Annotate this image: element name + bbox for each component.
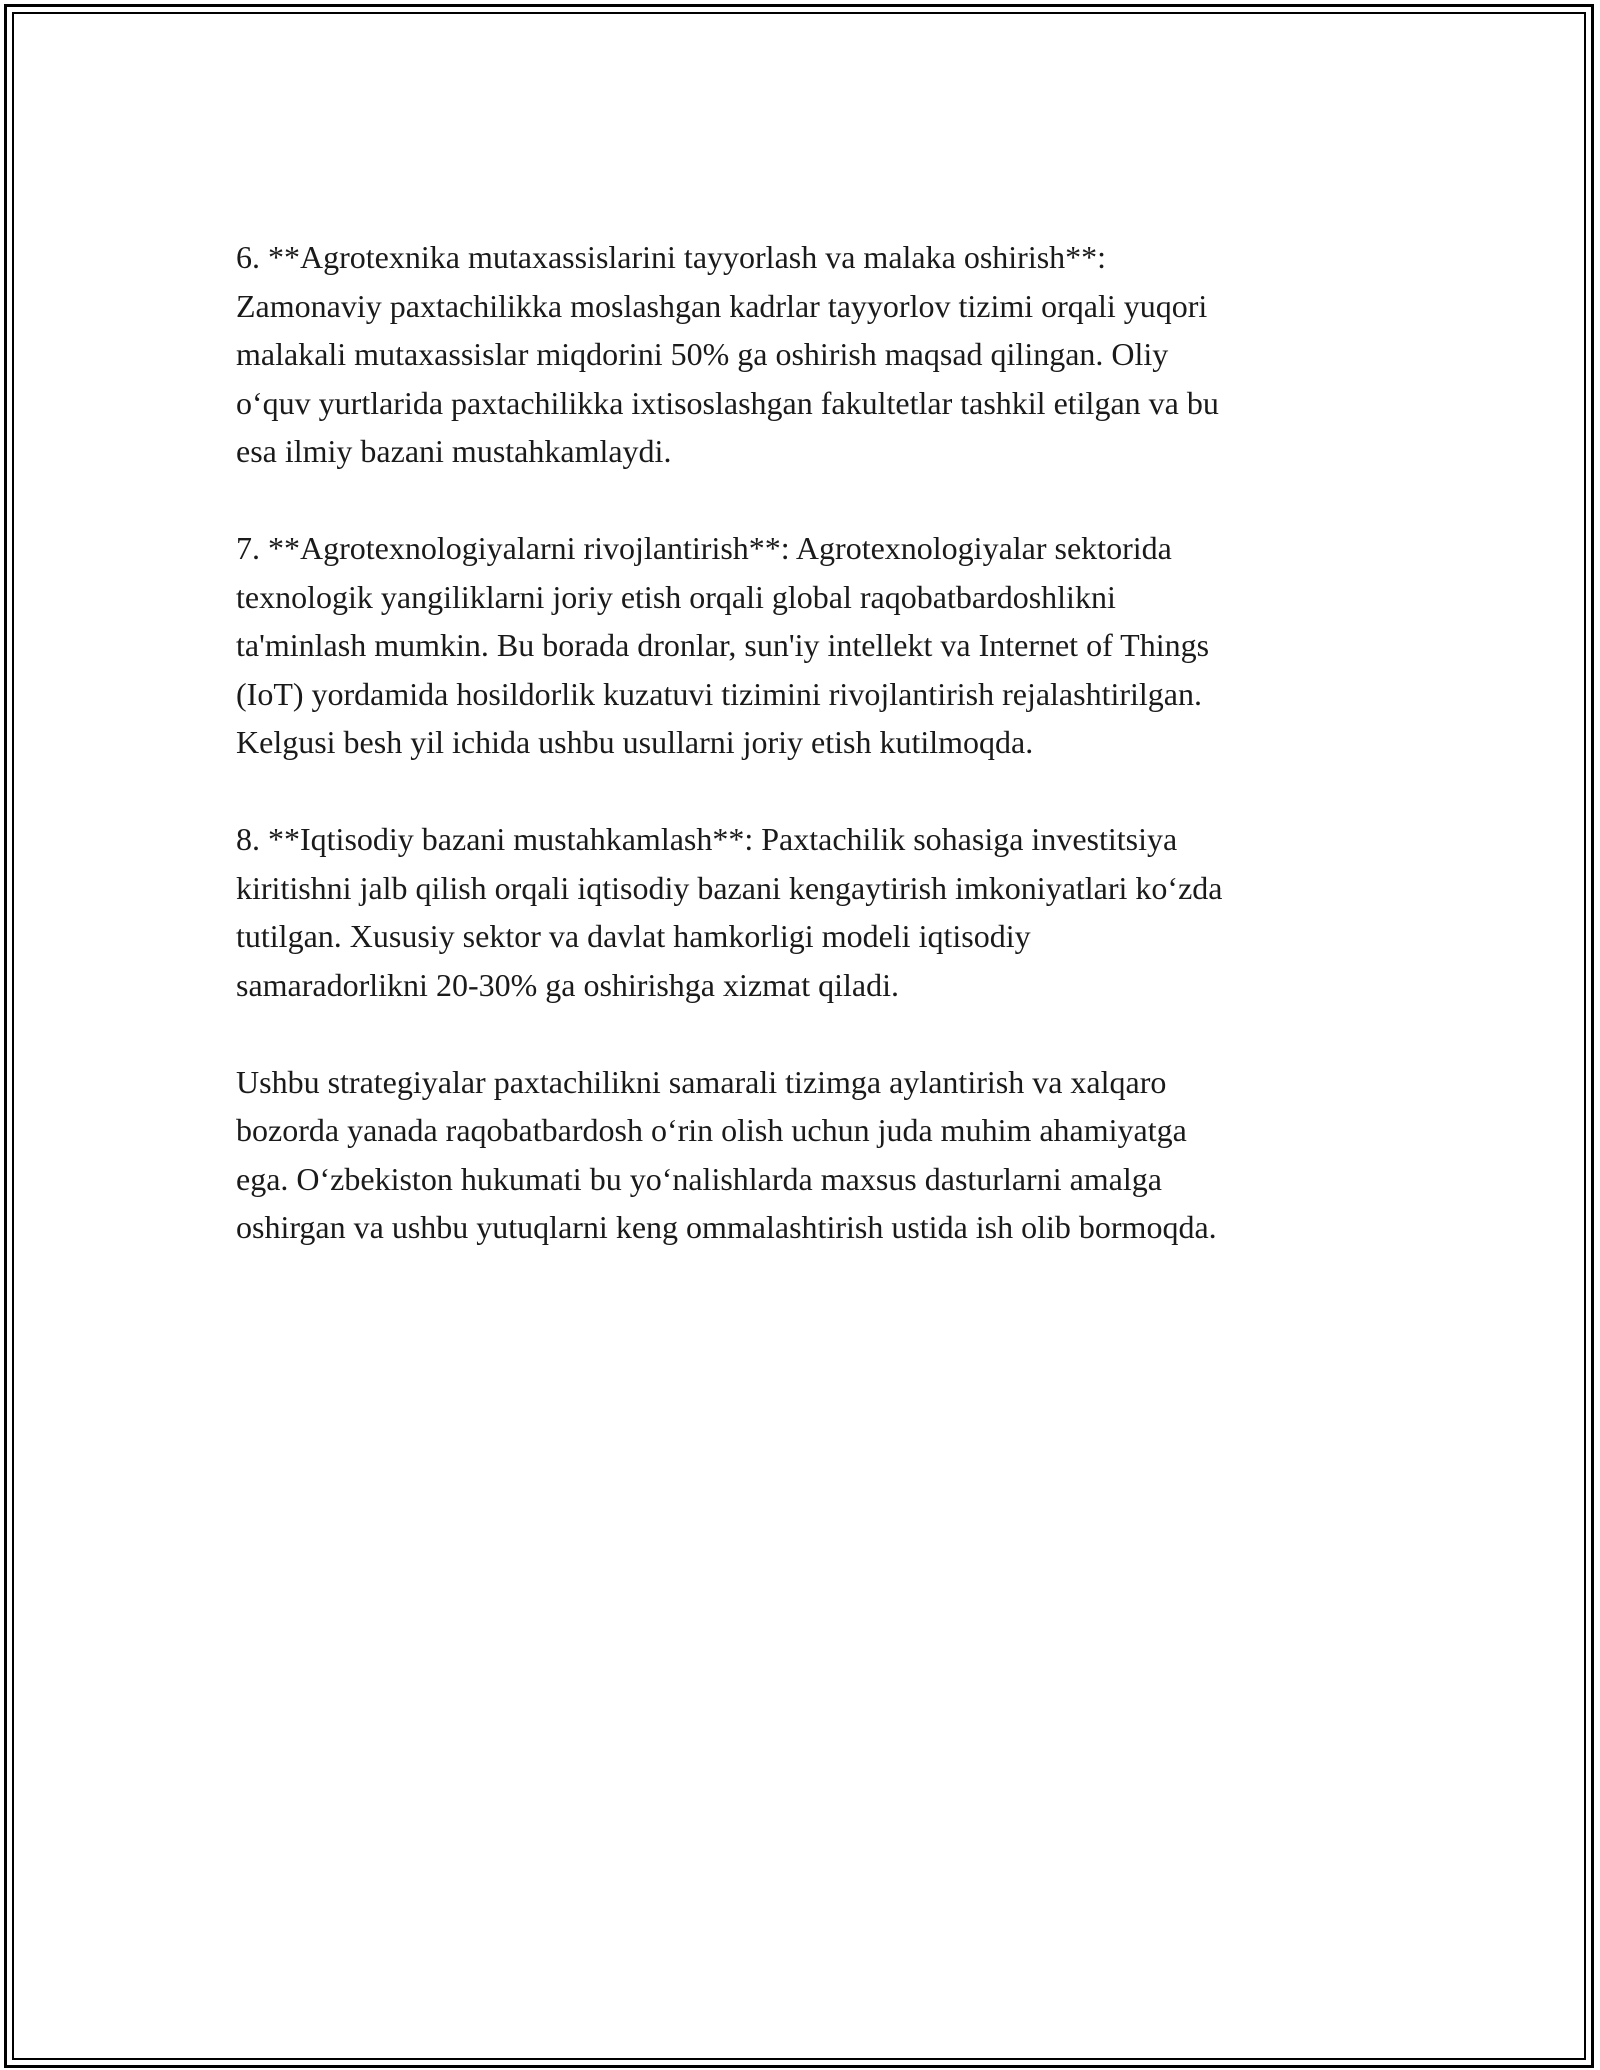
text-line: malakali mutaxassislar miqdorini 50% ga oshirish maqsad qilingan. Oliy (236, 336, 1169, 372)
text-line: oshirgan va ushbu yutuqlarni keng ommalashtirish ustida ish olib bormoqda. (236, 1209, 1217, 1245)
text-line: bozorda yanada raqobatbardosh o‘rin olish uchun juda muhim ahamiyatga (236, 1112, 1187, 1148)
text-line: kiritishni jalb qilish orqali iqtisodiy bazani kengaytirish imkoniyatlari ko‘zda (236, 869, 1223, 906)
text-line: Kelgusi besh yil ichida ushbu usullarni joriy etish kutilmoqda. (236, 724, 1034, 760)
text-line: ta'minlash mumkin. Bu borada dronlar, sun'iy intellekt va Internet of Things (236, 627, 1210, 663)
text-line: Ushbu strategiyalar paxtachilikni samarali tizimga aylantirish va xalqaro (236, 1063, 1167, 1100)
text-line: tutilgan. Xususiy sektor va davlat hamkorligi modeli iqtisodiy (236, 918, 1031, 954)
text-line: 7. **Agrotexnologiyalarni rivojlantirish**: Agrotexnologiyalar sektorida (236, 530, 1172, 566)
text-line: o‘quv yurtlarida paxtachilikka ixtisoslashgan fakultetlar tashkil etilgan va bu (236, 384, 1219, 421)
paragraph-item-8 (236, 815, 1386, 1009)
text-line: 6. **Agrotexnika mutaxassislarini tayyorlash va malaka oshirish**: (236, 239, 1107, 275)
text-line: esa ilmiy bazani mustahkamlaydi. (236, 433, 672, 469)
text-line: (IoT) yordamida hosildorlik kuzatuvi tizimini rivojlantirish rejalashtirilgan. (236, 675, 1202, 712)
text-line: ega. O‘zbekiston hukumati bu yo‘nalishlarda maxsus dasturlarni amalga (236, 1160, 1162, 1197)
text-line: samaradorlikni 20-30% ga oshirishga xizmat qiladi. (236, 966, 899, 1003)
text-line: texnologik yangiliklarni joriy etish orqali global raqobatbardoshlikni (236, 578, 1116, 615)
document-body (236, 233, 1386, 1252)
paragraph-item-7 (236, 524, 1386, 767)
paragraph-item-6 (236, 233, 1386, 476)
paragraph-conclusion (236, 1058, 1386, 1252)
text-line: Zamonaviy paxtachilikka moslashgan kadrlar tayyorlov tizimi orqali yuqori (236, 287, 1208, 324)
text-line: 8. **Iqtisodiy bazani mustahkamlash**: Paxtachilik sohasiga investitsiya (236, 821, 1178, 857)
